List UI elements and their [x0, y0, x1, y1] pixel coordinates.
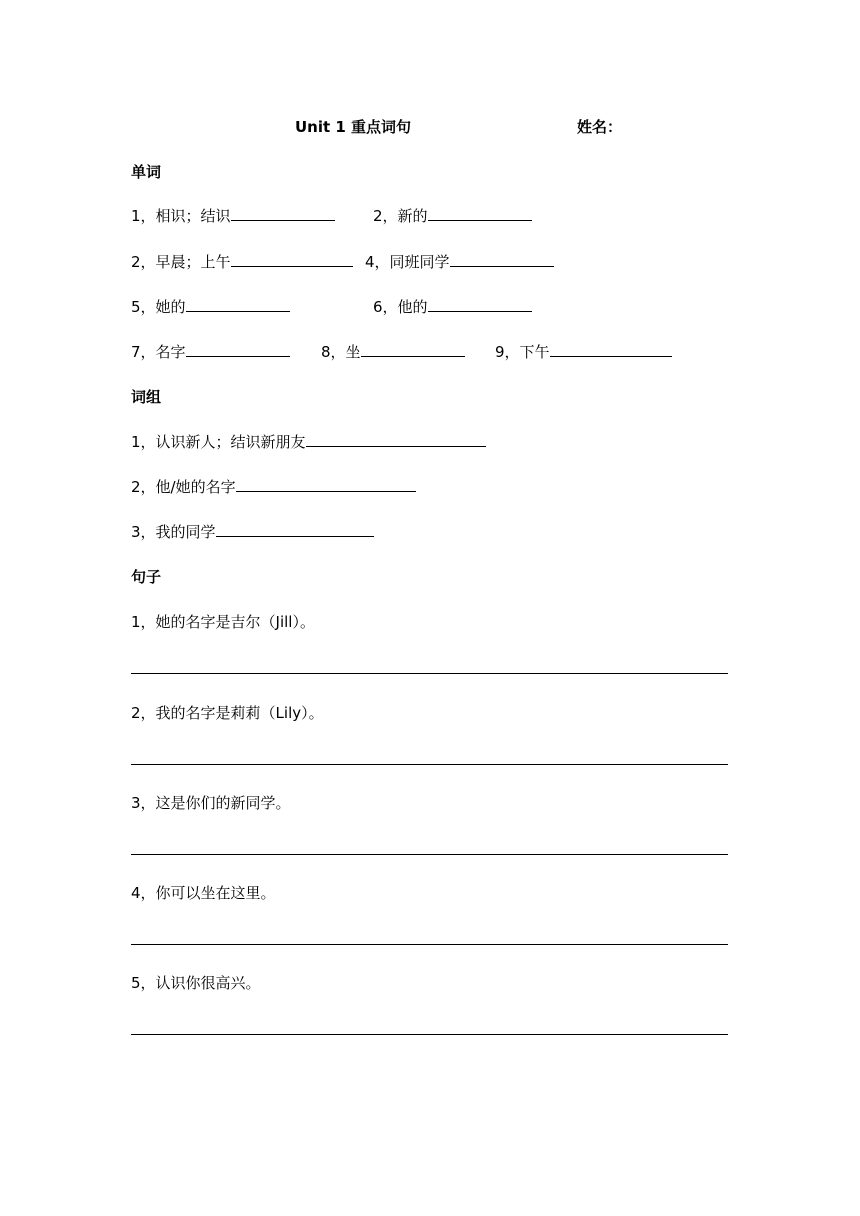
answer-line[interactable]: [131, 944, 728, 945]
fill-blank[interactable]: [231, 252, 353, 267]
word-item: [373, 297, 532, 317]
sentence-prompt: 2，我的名字是莉莉（Lily）。: [131, 704, 324, 722]
fill-blank[interactable]: [231, 206, 335, 221]
phrase-item: [131, 477, 416, 497]
fill-blank[interactable]: [306, 432, 486, 447]
section-heading-phrases: 词组: [131, 388, 162, 406]
answer-line[interactable]: [131, 764, 728, 765]
word-item-label: 2，早晨；上午: [131, 253, 231, 271]
sentence-prompt: 5，认识你很高兴。: [131, 974, 261, 992]
word-item: [131, 342, 290, 362]
word-item: [365, 252, 554, 272]
word-item-label: 5，她的: [131, 298, 186, 316]
word-item: [131, 206, 335, 226]
word-item-label: 7，名字: [131, 343, 186, 361]
sentence-prompt: 4，你可以坐在这里。: [131, 884, 276, 902]
phrase-item-label: 2，他/她的名字: [131, 478, 236, 496]
phrase-item: [131, 432, 486, 452]
fill-blank[interactable]: [216, 522, 374, 537]
fill-blank[interactable]: [550, 342, 672, 357]
page-title: Unit 1 重点词句: [295, 118, 412, 136]
word-item: [131, 252, 353, 272]
fill-blank[interactable]: [186, 342, 290, 357]
word-item-label: 1，相识；结识: [131, 207, 231, 225]
answer-line[interactable]: [131, 1034, 728, 1035]
sentence-prompt: 1，她的名字是吉尔（Jill）。: [131, 613, 315, 631]
word-item-label: 9，下午: [495, 343, 550, 361]
phrase-item-label: 1，认识新人；结识新朋友: [131, 433, 306, 451]
fill-blank[interactable]: [186, 297, 290, 312]
word-item-label: 2，新的: [373, 207, 428, 225]
phrase-item: [131, 522, 374, 542]
answer-line[interactable]: [131, 673, 728, 674]
word-item: [131, 297, 290, 317]
fill-blank[interactable]: [428, 297, 532, 312]
word-item-label: 8，坐: [321, 343, 361, 361]
word-item: [321, 342, 465, 362]
fill-blank[interactable]: [428, 206, 532, 221]
word-item: [495, 342, 672, 362]
fill-blank[interactable]: [450, 252, 554, 267]
sentence-prompt: 3，这是你们的新同学。: [131, 794, 291, 812]
fill-blank[interactable]: [361, 342, 465, 357]
section-heading-words: 单词: [131, 163, 162, 181]
section-heading-sentences: 句子: [131, 568, 162, 586]
phrase-item-label: 3，我的同学: [131, 523, 216, 541]
name-label: 姓名：: [577, 118, 623, 136]
answer-line[interactable]: [131, 854, 728, 855]
word-item-label: 4，同班同学: [365, 253, 450, 271]
fill-blank[interactable]: [236, 477, 416, 492]
word-item: [373, 206, 532, 226]
word-item-label: 6，他的: [373, 298, 428, 316]
